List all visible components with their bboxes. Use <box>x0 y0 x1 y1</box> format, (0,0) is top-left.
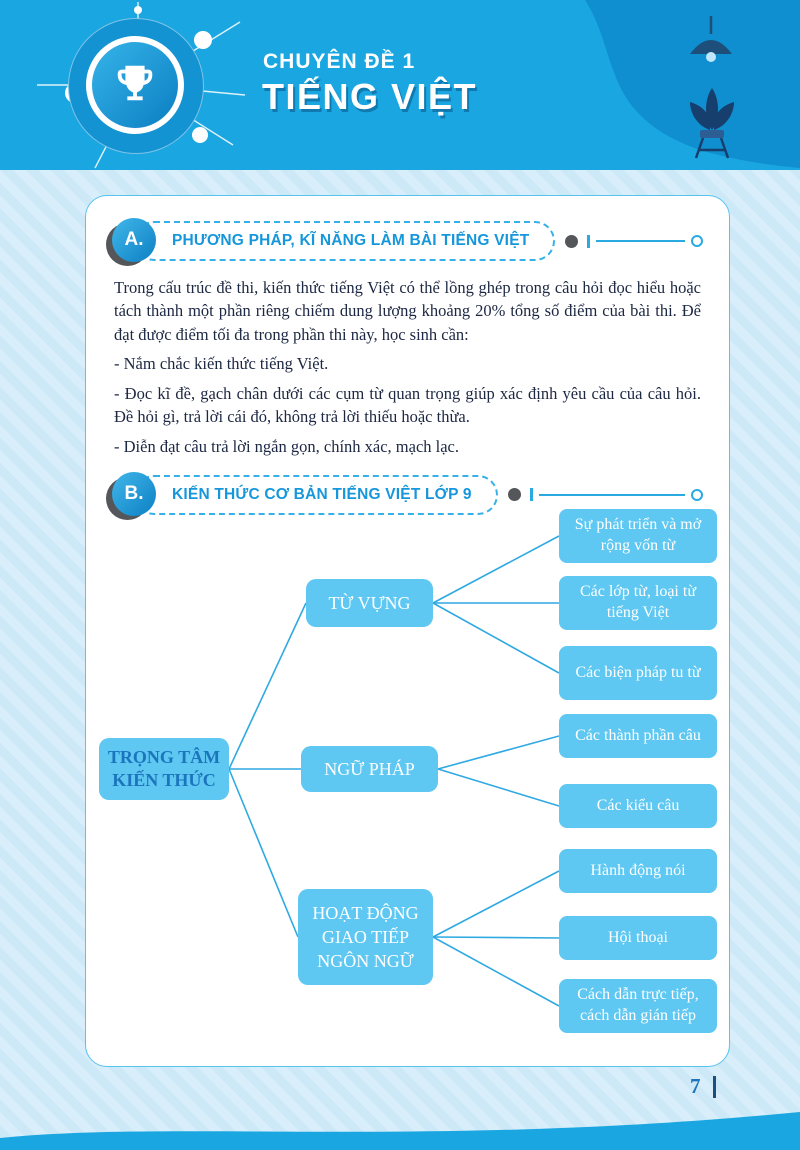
section-a-intro: Trong cấu trúc đề thi, kiến thức tiếng Việt có thể lồng ghép trong câu hỏi đọc hiểu hoặc tách thành một phần riêng chiếm dung lượng khoảng 20% tổng số điểm của bài thi. Để đạt được điểm tối đa trong phần thi này, học sinh cần: <box>114 278 701 344</box>
mindmap-leaf: Hành động nói <box>559 849 717 893</box>
section-a-tail-decoration <box>565 235 703 248</box>
mindmap-leaf: Các thành phần câu <box>559 714 717 758</box>
page-number-divider <box>713 1076 716 1098</box>
tail-line <box>539 494 685 496</box>
trophy-icon <box>112 60 158 111</box>
tail-dot <box>565 235 578 248</box>
tail-end-circle <box>691 489 703 501</box>
section-a-badge-letter: A. <box>112 218 156 262</box>
page-number-value: 7 <box>690 1074 701 1098</box>
section-a-header <box>112 218 703 264</box>
page-number <box>690 1074 716 1099</box>
pendant-lamp-icon <box>682 16 740 83</box>
mindmap-branch-tu-vung: TỪ VỰNG <box>306 579 433 627</box>
mindmap-leaf: Các biện pháp tu từ <box>559 646 717 700</box>
section-b-badge <box>112 472 158 518</box>
tail-dot <box>508 488 521 501</box>
tail-end-circle <box>691 235 703 247</box>
tail-tick <box>530 488 533 501</box>
page-header <box>0 0 800 170</box>
mindmap-branch-hoat-dong: HOẠT ĐỘNG GIAO TIẾP NGÔN NGỮ <box>298 889 433 985</box>
trophy-badge <box>86 36 184 134</box>
section-b-title: KIẾN THỨC CƠ BẢN TIẾNG VIỆT LỚP 9 <box>134 475 498 515</box>
mindmap-leaf: Cách dẫn trực tiếp, cách dẫn gián tiếp <box>559 979 717 1033</box>
mindmap-leaf: Các kiểu câu <box>559 784 717 828</box>
mindmap-leaf: Hội thoại <box>559 916 717 960</box>
tail-line <box>596 240 685 242</box>
mindmap-root-node: TRỌNG TÂM KIẾN THỨC <box>99 738 229 800</box>
mindmap-leaf: Các lớp từ, loại từ tiếng Việt <box>559 576 717 630</box>
potted-plant-icon <box>680 84 744 165</box>
chapter-label: CHUYÊN ĐỀ 1 <box>263 50 416 73</box>
chapter-title: TIẾNG VIỆT <box>262 76 478 117</box>
content-card <box>85 195 730 1067</box>
section-a-title: PHƯƠNG PHÁP, KĨ NĂNG LÀM BÀI TIẾNG VIỆT <box>134 221 555 261</box>
mindmap-leaf: Sự phát triển và mở rộng vốn từ <box>559 509 717 563</box>
mindmap-branch-ngu-phap: NGỮ PHÁP <box>301 746 438 792</box>
section-b-tail-decoration <box>508 488 703 501</box>
section-a-badge <box>112 218 158 264</box>
section-a-bullet-1: - Nắm chắc kiến thức tiếng Việt. <box>114 354 329 374</box>
section-a-bullet-3: - Diễn đạt câu trả lời ngắn gọn, chính xác, mạch lạc. <box>114 436 460 456</box>
bottom-wave-decoration <box>0 1106 800 1150</box>
knowledge-mindmap <box>86 506 731 1054</box>
section-b-badge-letter: B. <box>112 472 156 516</box>
section-a-bullet-2: - Đọc kĩ đề, gạch chân dưới các cụm từ quan trọng giúp xác định yêu cầu của câu hỏi. Đề hỏi gì, trả lời cái đó, không trả lời thiếu hoặc thừa. <box>114 383 701 427</box>
tail-tick <box>587 235 590 248</box>
